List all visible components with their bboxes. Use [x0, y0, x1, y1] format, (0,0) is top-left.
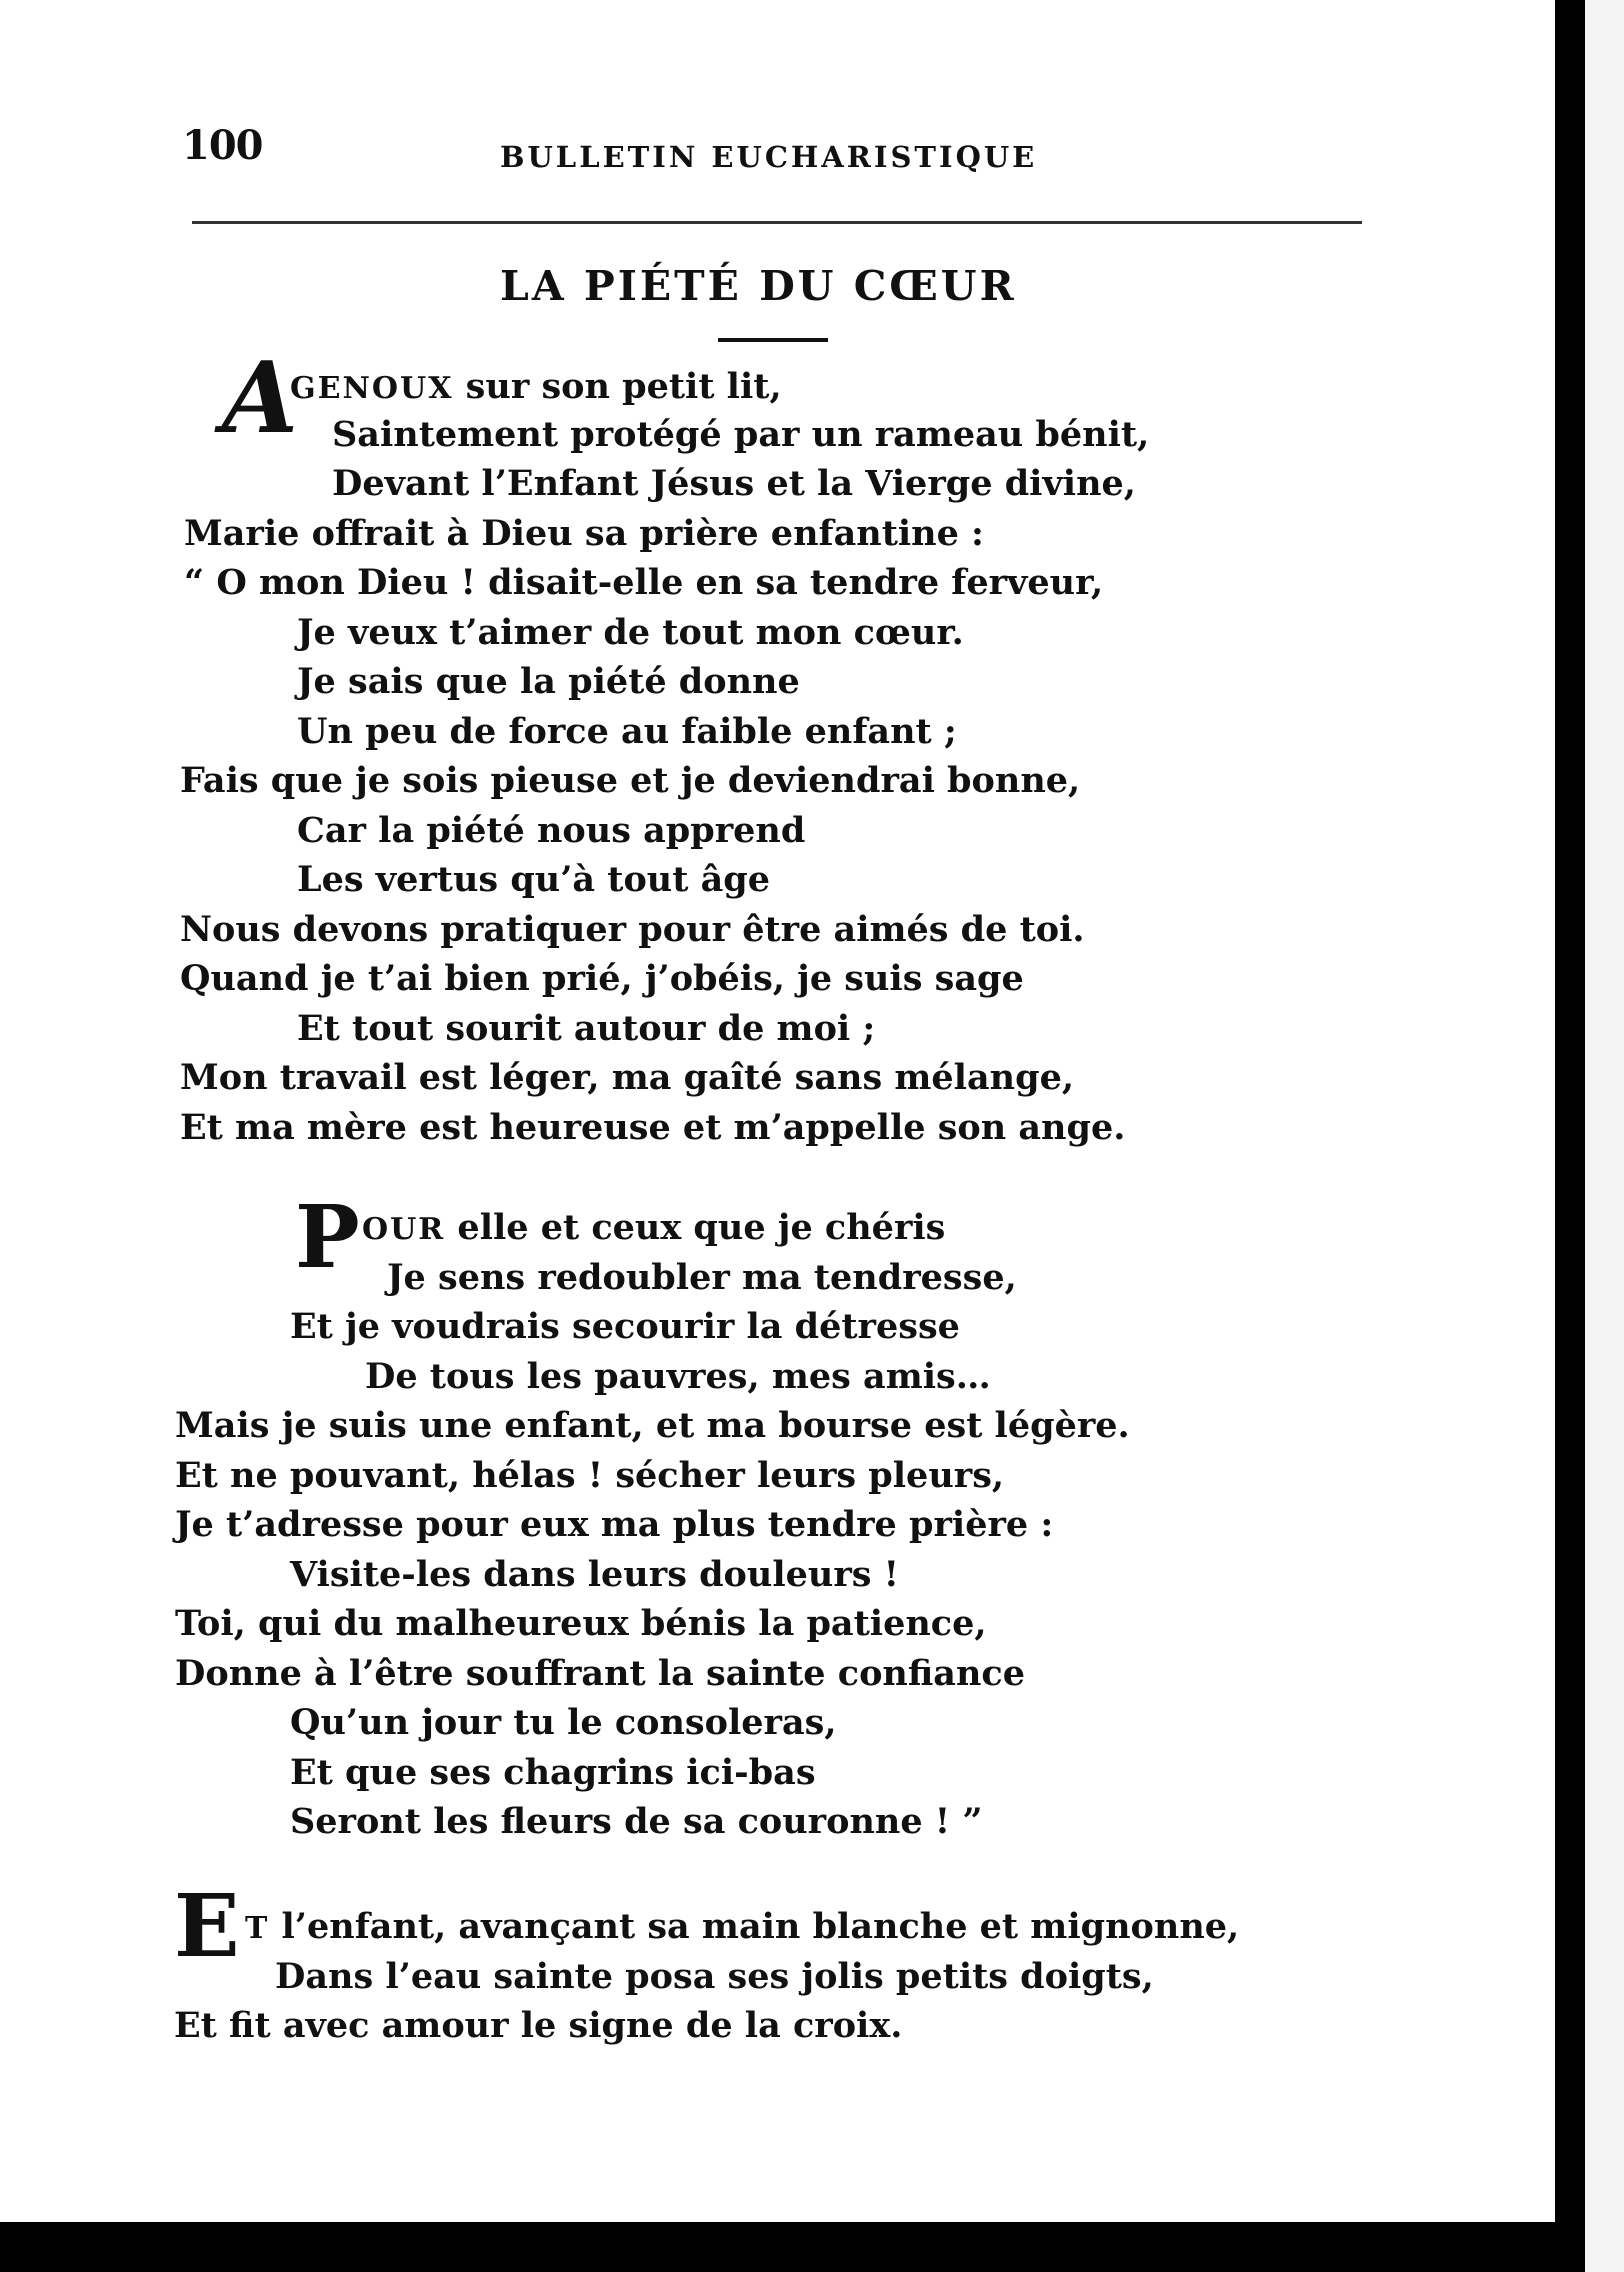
- book-spine-shadow: [1555, 0, 1585, 2272]
- title-rule: [718, 338, 828, 342]
- stanza1-line: Et tout sourit autour de moi ;: [297, 1008, 876, 1049]
- stanza3-line-1: [245, 1907, 1239, 1949]
- stanza3-first-tail: l’enfant, avançant sa main blanche et mignonne,: [269, 1906, 1240, 1947]
- stanza1-first-tail: sur son petit lit,: [453, 366, 782, 407]
- stanza2-first-tail: elle et ceux que je chéris: [445, 1207, 946, 1248]
- stanza1-line: Saintement protégé par un rameau bénit,: [332, 414, 1150, 455]
- stanza2-line: Donne à l’être souffrant la sainte confiance: [175, 1653, 1026, 1694]
- stanza2-line: Et que ses chagrins ici-bas: [290, 1752, 816, 1793]
- stanza3-line: Et fit avec amour le signe de la croix.: [174, 2005, 903, 2046]
- stanza2-line: Seront les fleurs de sa couronne ! ”: [290, 1801, 983, 1842]
- stanza2-line: Et ne pouvant, hélas ! sécher leurs pleurs,: [175, 1455, 1005, 1496]
- running-head: BULLETIN EUCHARISTIQUE: [500, 140, 1038, 174]
- stanza3-line: Dans l’eau sainte posa ses jolis petits doigts,: [275, 1956, 1154, 1997]
- stanza1-line: Devant l’Enfant Jésus et la Vierge divine,: [332, 463, 1136, 504]
- stanza1-line-1: [290, 367, 782, 409]
- stanza2-line: Qu’un jour tu le consoleras,: [290, 1702, 837, 1743]
- page-number: 100: [182, 122, 263, 169]
- stanza1-first-word: GENOUX: [290, 371, 454, 406]
- stanza2-line: Mais je suis une enfant, et ma bourse est légère.: [175, 1405, 1130, 1446]
- stanza1-line: Un peu de force au faible enfant ;: [297, 711, 957, 752]
- stanza1-line: “ O mon Dieu ! disait-elle en sa tendre ferveur,: [184, 562, 1104, 603]
- header-rule: [192, 221, 1362, 224]
- stanza1-line: Je sais que la piété donne: [297, 661, 800, 702]
- stanza2-line: Je t’adresse pour eux ma plus tendre prière :: [175, 1504, 1054, 1545]
- dropcap-p: P: [295, 1187, 360, 1288]
- dropcap-a: A: [222, 341, 299, 456]
- stanza1-line: Car la piété nous apprend: [297, 810, 806, 851]
- poem-title: LA PIÉTÉ DU CŒUR: [500, 262, 1017, 310]
- stanza2-line: Visite-les dans leurs douleurs !: [290, 1554, 900, 1595]
- stanza3-first-word: T: [245, 1911, 270, 1946]
- facing-page-edge: [1585, 0, 1624, 2272]
- stanza2-line: Je sens redoubler ma tendresse,: [387, 1257, 1017, 1298]
- stanza1-line: Nous devons pratiquer pour être aimés de toi.: [180, 909, 1085, 950]
- scan-bottom-border: [0, 2222, 1555, 2272]
- stanza1-line: Quand je t’ai bien prié, j’obéis, je suis sage: [180, 958, 1024, 999]
- stanza1-line: Marie offrait à Dieu sa prière enfantine :: [184, 513, 984, 554]
- stanza1-line: Les vertus qu’à tout âge: [297, 859, 771, 900]
- stanza2-line: De tous les pauvres, mes amis…: [365, 1356, 991, 1397]
- stanza2-line-1: [362, 1208, 945, 1250]
- stanza1-line: Mon travail est léger, ma gaîté sans mélange,: [180, 1057, 1075, 1098]
- dropcap-e: E: [174, 1876, 240, 1977]
- stanza2-line: Toi, qui du malheureux bénis la patience,: [175, 1603, 987, 1644]
- stanza1-line: Je veux t’aimer de tout mon cœur.: [297, 612, 964, 653]
- stanza2-line: Et je voudrais secourir la détresse: [290, 1306, 960, 1347]
- stanza2-first-word: OUR: [362, 1212, 446, 1247]
- stanza1-line: Fais que je sois pieuse et je deviendrai bonne,: [180, 760, 1081, 801]
- stanza1-line: Et ma mère est heureuse et m’appelle son ange.: [180, 1107, 1126, 1148]
